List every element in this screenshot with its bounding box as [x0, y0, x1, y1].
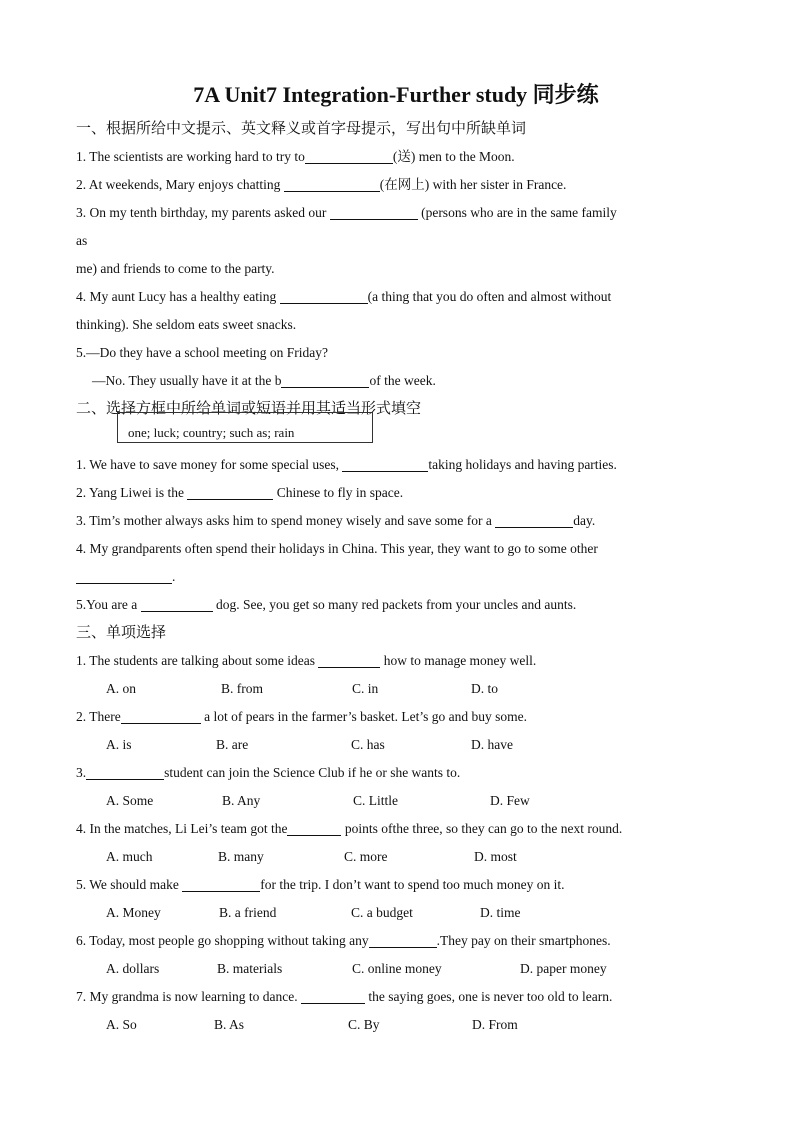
question-1-1: 1. The scientists are working hard to try to (送) men to the Moon.: [76, 149, 515, 164]
answer-blank: [342, 456, 428, 472]
option-d[interactable]: D. Few: [490, 793, 530, 808]
option-b[interactable]: B. Any: [222, 793, 261, 808]
options-row: [76, 675, 716, 703]
answer-blank: [287, 820, 341, 836]
word-box: one; luck; country; such as; rain: [117, 412, 373, 443]
option-d[interactable]: D. most: [474, 849, 517, 864]
answer-blank: [86, 764, 164, 780]
option-a[interactable]: A. on: [106, 681, 136, 696]
option-c[interactable]: C. online money: [352, 961, 442, 976]
options-row: [76, 843, 716, 871]
option-c[interactable]: C. in: [352, 681, 379, 696]
options-row: [76, 731, 716, 759]
answer-blank: [141, 596, 213, 612]
option-a[interactable]: A. is: [106, 737, 132, 752]
option-d[interactable]: D. From: [472, 1017, 518, 1032]
answer-blank: [318, 652, 380, 668]
option-d[interactable]: D. paper money: [520, 961, 607, 976]
answer-blank: [284, 176, 380, 192]
answer-blank: [76, 568, 172, 584]
option-c[interactable]: C. more: [344, 849, 388, 864]
answer-blank: [182, 876, 260, 892]
question-2-5: 5.You are a dog. See, you get so many red packets from your uncles and aunts.: [76, 597, 577, 612]
question-3-2: 2. There a lot of pears in the farmer’s basket. Let’s go and buy some.: [76, 709, 528, 724]
option-b[interactable]: B. materials: [217, 961, 283, 976]
option-c[interactable]: C. has: [351, 737, 385, 752]
question-1-3: 3. On my tenth birthday, my parents asked our (persons who are in the same family: [76, 205, 617, 220]
answer-blank: [280, 288, 368, 304]
option-a[interactable]: A. Money: [106, 905, 161, 920]
option-b[interactable]: B. are: [216, 737, 249, 752]
question-2-1: 1. We have to save money for some special uses, taking holidays and having parties.: [76, 457, 617, 472]
worksheet: 7A Unit7 Integration-Further study 同步练 一、根据所给中文提示、英文释义或首字母提示，写出句中所缺单词 1. The scientists are working hard to try to (送) men to the Moon. 2. At weekends, Mary enjoys chatting (在网上) with her sister in France. 3. On my tenth birthday, my parents asked our (persons who are in the same family as me) and friends to come to the party. 4. My aunt Lucy has a healthy eating (a thing that you do often and almost without thinking). She seldom eats sweet snacks. 5.—Do they have a school meeting on Friday? —No. They usually have it at the b of the week. 二、选择方框中所给单词或短语并用其适当形式填空 1. We have to save money for some special uses, taking holidays and having parties. 2. Yang Liwei is the Chinese to fly in space. 3. Tim’s mother always asks him to spend money wisely and save some for a day. 4. My grandparents often spend their holidays in China. This year, they want to go to some other . 5.You are a dog. See, you get so many red packets from your uncles and aunts. 三、单项选择 1. The students are talking about some ideas how to manage money well. A. on B. from C. in D. to 2. There a lot of pears in the farmer’s basket. Let’s go and buy some. A. is B. are C. has D. have 3. student can join the Science Club if he or she wants to. A. Some B. Any C. Little D. Few 4. In the matches, Li Lei’s team got the points ofthe three, so they can go to the next round. A. much B. many C. more D. most 5. We should make for the trip. I don’t want to spend too much money on it. A. Money B. a friend C. a budget D. time 6. Today, most people go shopping without taking any .They pay on their smartphones. A. dollars B. materials C. online money D. paper money 7. My grandma is now learning to dance. the saying goes, one is never too old to learn. A. So B. As C. By D. From: [76, 70, 716, 1039]
answer-blank: [187, 484, 273, 500]
option-a[interactable]: A. So: [106, 1017, 137, 1032]
option-c[interactable]: C. By: [348, 1017, 380, 1032]
answer-blank: [369, 932, 437, 948]
options-row: [76, 899, 716, 927]
option-d[interactable]: D. to: [471, 681, 498, 696]
question-2-2: 2. Yang Liwei is the Chinese to fly in space.: [76, 485, 404, 500]
question-3-4: 4. In the matches, Li Lei’s team got the points ofthe three, so they can go to the next round.: [76, 821, 623, 836]
section-heading-2: 二、选择方框中所给单词或短语并用其适当形式填空: [76, 401, 422, 417]
option-c[interactable]: C. a budget: [351, 905, 413, 920]
question-1-5: 5.—Do they have a school meeting on Friday?: [76, 345, 328, 360]
answer-blank: [281, 372, 369, 388]
option-b[interactable]: B. As: [214, 1017, 245, 1032]
option-a[interactable]: A. dollars: [106, 961, 160, 976]
answer-blank: [301, 988, 365, 1004]
page-title: 7A Unit7 Integration-Further study 同步练: [193, 82, 599, 107]
question-3-7: 7. My grandma is now learning to dance. the saying goes, one is never too old to learn.: [76, 989, 613, 1004]
option-d[interactable]: D. time: [480, 905, 521, 920]
question-3-1: 1. The students are talking about some ideas how to manage money well.: [76, 653, 537, 668]
question-3-6: 6. Today, most people go shopping without taking any .They pay on their smartphones.: [76, 933, 611, 948]
question-3-5: 5. We should make for the trip. I don’t want to spend too much money on it.: [76, 877, 565, 892]
answer-blank: [121, 708, 201, 724]
answer-blank: [495, 512, 573, 528]
question-1-4: 4. My aunt Lucy has a healthy eating (a thing that you do often and almost without: [76, 289, 612, 304]
option-d[interactable]: D. have: [471, 737, 513, 752]
options-row: [76, 1011, 716, 1039]
section-heading-1: 一、根据所给中文提示、英文释义或首字母提示，写出句中所缺单词: [76, 121, 527, 137]
option-b[interactable]: B. a friend: [219, 905, 277, 920]
question-1-2: 2. At weekends, Mary enjoys chatting (在网上) with her sister in France.: [76, 177, 567, 192]
answer-blank: [330, 204, 418, 220]
option-a[interactable]: A. Some: [106, 793, 154, 808]
multiple-choice-list: [76, 647, 716, 1039]
options-row: [76, 787, 716, 815]
section-heading-3: 三、单项选择: [76, 625, 167, 641]
option-a[interactable]: A. much: [106, 849, 153, 864]
option-b[interactable]: B. from: [221, 681, 263, 696]
question-3-3: 3. student can join the Science Club if he or she wants to.: [76, 765, 461, 780]
answer-blank: [305, 148, 393, 164]
options-row: [76, 955, 716, 983]
question-2-3: 3. Tim’s mother always asks him to spend money wisely and save some for a day.: [76, 513, 596, 528]
option-b[interactable]: B. many: [218, 849, 264, 864]
question-2-4: 4. My grandparents often spend their holidays in China. This year, they want to go to some other: [76, 541, 598, 556]
option-c[interactable]: C. Little: [353, 793, 398, 808]
